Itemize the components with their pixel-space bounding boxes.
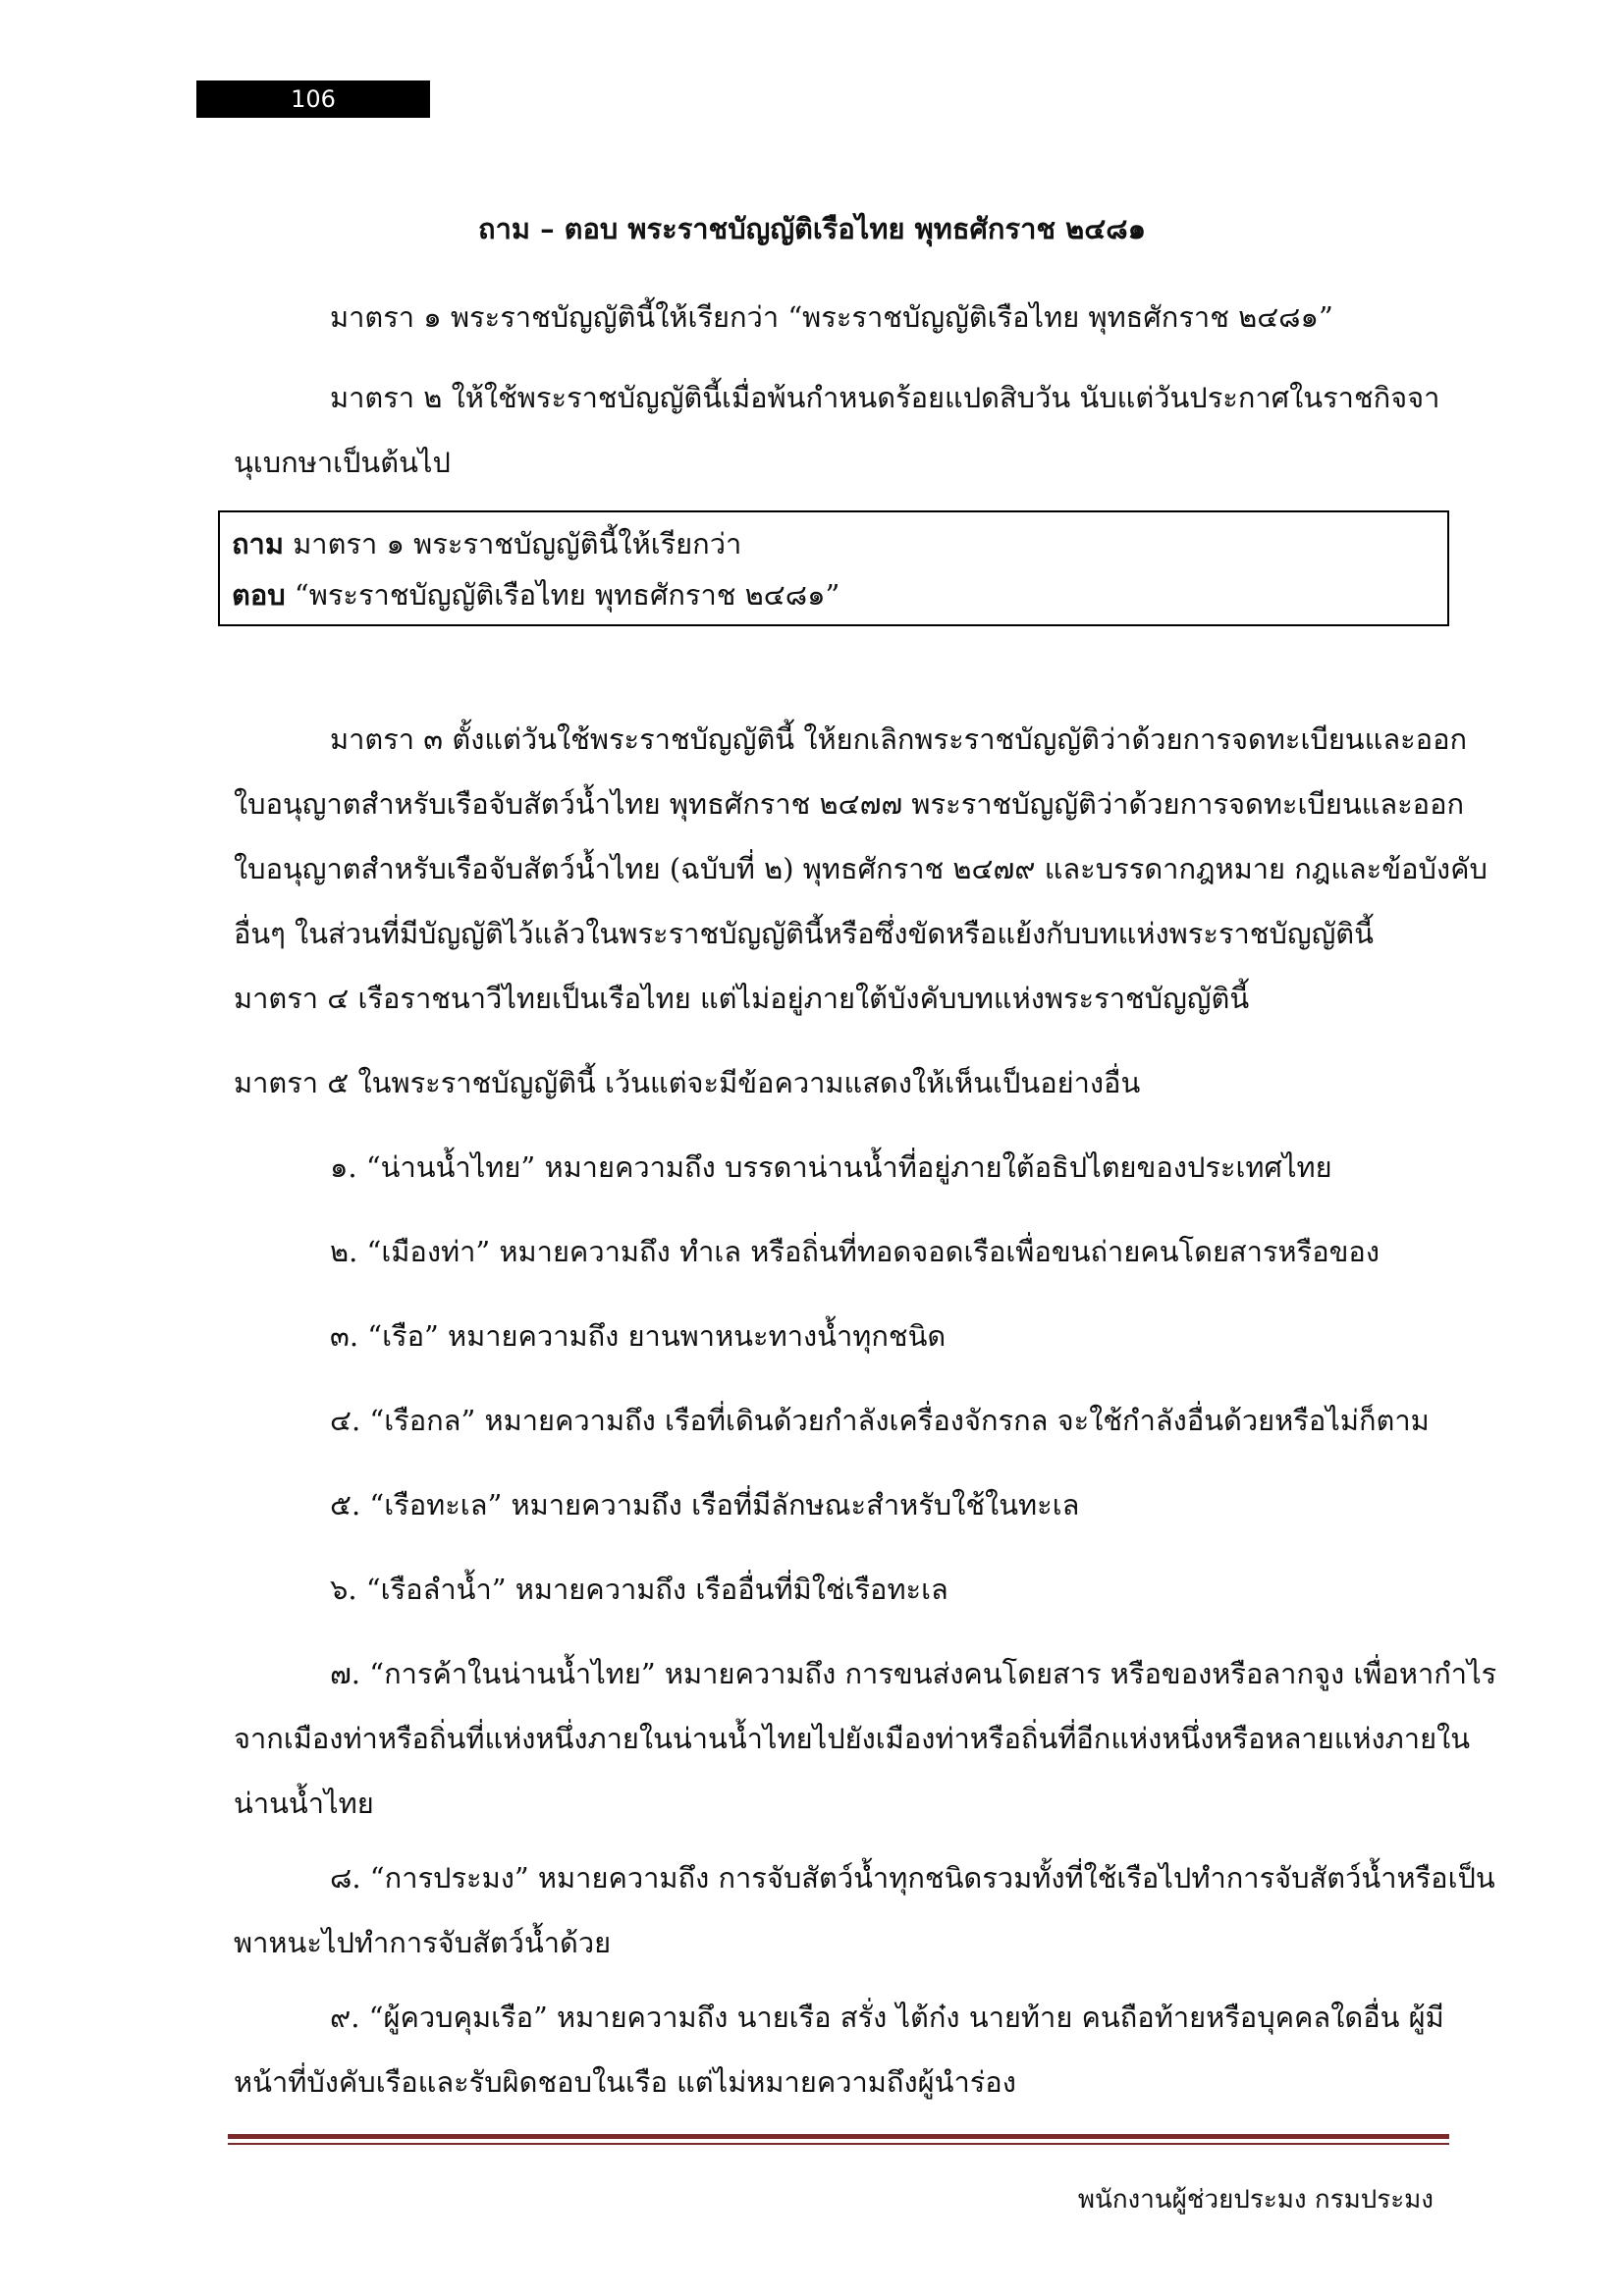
section-1: มาตรา ๑ พระราชบัญญัตินี้ให้เรียกว่า “พระราชบัญญัติเรือไทย พุทธศักราช ๒๔๘๑” — [330, 300, 1333, 334]
definition-9-line-1: ๙. “ผู้ควบคุมเรือ” หมายความถึง นายเรือ สรั่ง ไต้ก๋ง นายท้าย คนถือท้ายหรือบุคคลใดอื่น ผู้มี — [330, 2001, 1444, 2034]
footer-divider-thick — [228, 2134, 1449, 2139]
definition-6: ๖. “เรือลำน้ำ” หมายความถึง เรืออื่นที่มิใช่เรือทะเล — [330, 1573, 948, 1606]
definition-7-line-2: จากเมืองท่าหรือถิ่นที่แห่งหนึ่งภายในน่านน้ำไทยไปยังเมืองท่าหรือถิ่นที่อีกแห่งหนึ่งหรือหลายแห่งภายใน — [234, 1722, 1471, 1755]
definition-2: ๒. “เมืองท่า” หมายความถึง ทำเล หรือถิ่นที่ทอดจอดเรือเพื่อขนถ่ายคนโดยสารหรือของ — [330, 1235, 1380, 1268]
answer-label: ตอบ — [232, 578, 286, 612]
definition-7-line-1: ๗. “การค้าในน่านน้ำไทย” หมายความถึง การขนส่งคนโดยสาร หรือของหรือลากจูง เพื่อหากำไร — [330, 1657, 1497, 1690]
definition-7 — [234, 1641, 1497, 1836]
section-2 — [234, 365, 1451, 495]
definition-9-line-2: หน้าที่บังคับเรือและรับผิดชอบในเรือ แต่ไม่หมายความถึงผู้นำร่อง — [234, 2065, 1016, 2099]
section-5: มาตรา ๕ ในพระราชบัญญัตินี้ เว้นแต่จะมีข้อความแสดงให้เห็นเป็นอย่างอื่น — [234, 1066, 1141, 1099]
footer-divider-thin — [228, 2143, 1449, 2145]
question-text: มาตรา ๑ พระราชบัญญัตินี้ให้เรียกว่า — [293, 527, 742, 561]
section-4: มาตรา ๔ เรือราชนาวีไทยเป็นเรือไทย แต่ไม่อยู่ภายใต้บังคับบทแห่งพระราชบัญญัตินี้ — [234, 982, 1250, 1015]
question-row — [232, 518, 1435, 569]
section-2-line-2: นุเบกษาเป็นต้นไป — [234, 446, 451, 479]
document-title: ถาม – ตอบ พระราชบัญญัติเรือไทย พุทธศักราช ๒๔๘๑ — [478, 212, 1146, 245]
question-label: ถาม — [232, 527, 284, 561]
definition-8-line-1: ๘. “การประมง” หมายความถึง การจับสัตว์น้ำทุกชนิดรวมทั้งที่ใช้เรือไปทำการจับสัตว์น้ำหรือเป็น — [330, 1861, 1495, 1895]
section-2-line-1: มาตรา ๒ ให้ใช้พระราชบัญญัตินี้เมื่อพ้นกำหนดร้อยแปดสิบวัน นับแต่วันประกาศในราชกิจจา — [330, 381, 1440, 414]
definition-4: ๔. “เรือกล” หมายความถึง เรือที่เดินด้วยกำลังเครื่องจักรกล จะใช้กำลังอื่นด้วยหรือไม่ก็ตาม — [330, 1404, 1430, 1437]
section-3-line-1: มาตรา ๓ ตั้งแต่วันใช้พระราชบัญญัตินี้ ให้ยกเลิกพระราชบัญญัติว่าด้วยการจดทะเบียนและออก — [330, 722, 1468, 756]
definition-8 — [234, 1845, 1495, 1975]
section-3-line-4: อื่นๆ ในส่วนที่มีบัญญัติไว้แล้วในพระราชบัญญัตินี้หรือซึ่งขัดหรือแย้งกับบทแห่งพระราชบัญญัตินี้ — [234, 917, 1374, 950]
definition-5: ๕. “เรือทะเล” หมายความถึง เรือที่มีลักษณะสำหรับใช้ในทะเล — [330, 1488, 1080, 1522]
qa-box — [218, 510, 1449, 626]
section-3 — [234, 707, 1488, 966]
footer-text: พนักงานผู้ช่วยประมง กรมประมง — [1077, 2185, 1434, 2215]
definition-8-line-2: พาหนะไปทำการจับสัตว์น้ำด้วย — [234, 1926, 612, 1959]
page-number: 106 — [196, 80, 430, 118]
answer-row — [232, 569, 1435, 620]
definition-3: ๓. “เรือ” หมายความถึง ยานพาหนะทางน้ำทุกชนิด — [330, 1319, 947, 1353]
section-3-line-2: ใบอนุญาตสำหรับเรือจับสัตว์น้ำไทย พุทธศักราช ๒๔๗๗ พระราชบัญญัติว่าด้วยการจดทะเบียนและออก — [234, 787, 1465, 821]
definition-7-line-3: น่านน้ำไทย — [234, 1787, 374, 1820]
definition-9 — [234, 1985, 1451, 2114]
definition-1: ๑. “น่านน้ำไทย” หมายความถึง บรรดาน่านน้ำที่อยู่ภายใต้อธิปไตยของประเทศไทย — [330, 1150, 1332, 1184]
section-3-line-3: ใบอนุญาตสำหรับเรือจับสัตว์น้ำไทย (ฉบับที่ ๒) พุทธศักราช ๒๔๗๙ และบรรดากฎหมาย กฎและข้อบังคับ — [234, 852, 1488, 885]
answer-text: “พระราชบัญญัติเรือไทย พุทธศักราช ๒๔๘๑” — [294, 578, 840, 612]
